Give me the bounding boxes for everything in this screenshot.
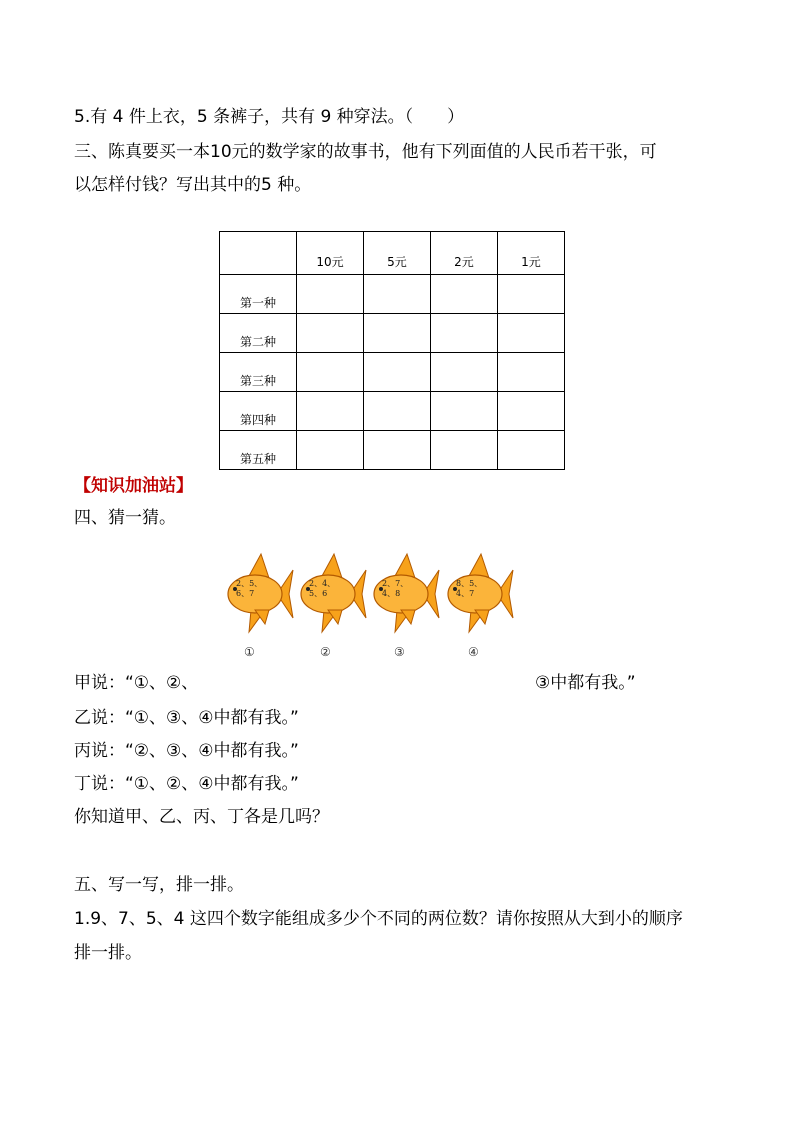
section-4-title: 四、猜一猜。 <box>74 508 176 528</box>
blank-cell[interactable] <box>364 353 431 392</box>
statement-jia-start: 甲说：“①、②、 <box>74 673 199 693</box>
statement-ding: 丁说：“①、②、④中都有我。” <box>74 774 299 794</box>
section-3-line-2: 以怎样付钱？写出其中的5 种。 <box>74 175 312 195</box>
row-label: 第一种 <box>220 275 297 314</box>
row-label: 第二种 <box>220 314 297 353</box>
fish-label: ① <box>244 645 255 659</box>
statement-yi: 乙说：“①、③、④中都有我。” <box>74 708 299 728</box>
statement-bing: 丙说：“②、③、④中都有我。” <box>74 741 299 761</box>
knowledge-station-tag: 【知识加油站】 <box>74 476 193 496</box>
table-row <box>220 353 565 392</box>
fish-numbers: 2、7、 4、8 <box>382 579 409 598</box>
fish-2 <box>298 552 368 636</box>
table-header-cell <box>220 232 297 275</box>
fish-label: ④ <box>468 645 479 659</box>
blank-cell[interactable] <box>297 392 364 431</box>
blank-cell[interactable] <box>498 431 565 470</box>
blank-cell[interactable] <box>431 314 498 353</box>
section-5-title: 五、写一写，排一排。 <box>74 875 244 895</box>
blank-cell[interactable] <box>431 353 498 392</box>
blank-cell[interactable] <box>498 275 565 314</box>
fish-1 <box>225 552 295 636</box>
row-label: 第四种 <box>220 392 297 431</box>
table-header-cell: 10元 <box>297 232 364 275</box>
table-row <box>220 314 565 353</box>
row-label: 第三种 <box>220 353 297 392</box>
fish-numbers: 2、4、 5、6 <box>309 579 336 598</box>
table-row <box>220 392 565 431</box>
question-5: 5.有 4 件上衣，5 条裤子，共有 9 种穿法。（ ） <box>74 107 465 127</box>
statement-jia-end: ③中都有我。” <box>535 673 636 693</box>
table-header-cell: 2元 <box>431 232 498 275</box>
blank-cell[interactable] <box>364 314 431 353</box>
blank-cell[interactable] <box>364 431 431 470</box>
fish-3 <box>371 552 441 636</box>
fish-numbers: 8、5、 4、7 <box>456 579 483 598</box>
table-header-cell: 5元 <box>364 232 431 275</box>
blank-cell[interactable] <box>431 275 498 314</box>
table-row <box>220 275 565 314</box>
table-row <box>220 431 565 470</box>
blank-cell[interactable] <box>498 353 565 392</box>
fish-label: ② <box>320 645 331 659</box>
fish-numbers: 2、5、 6、7 <box>236 579 263 598</box>
section-3-line-1: 三、陈真要买一本10元的数学家的故事书，他有下列面值的人民币若干张，可 <box>74 142 657 162</box>
section-5-q1-line-2: 排一排。 <box>74 943 142 963</box>
table-header-row <box>220 232 565 275</box>
blank-cell[interactable] <box>297 314 364 353</box>
blank-cell[interactable] <box>297 275 364 314</box>
payment-table <box>219 231 565 470</box>
row-label: 第五种 <box>220 431 297 470</box>
section-5-q1-line-1: 1.9、7、5、4 这四个数字能组成多少个不同的两位数？请你按照从大到小的顺序 <box>74 909 683 929</box>
blank-cell[interactable] <box>431 431 498 470</box>
blank-cell[interactable] <box>297 431 364 470</box>
blank-cell[interactable] <box>364 392 431 431</box>
blank-cell[interactable] <box>297 353 364 392</box>
table-header-cell: 1元 <box>498 232 565 275</box>
blank-cell[interactable] <box>498 314 565 353</box>
fish-label: ③ <box>394 645 405 659</box>
section-4-question: 你知道甲、乙、丙、丁各是几吗？ <box>74 807 329 827</box>
fish-4 <box>445 552 515 636</box>
blank-cell[interactable] <box>498 392 565 431</box>
fish-row <box>225 552 525 636</box>
blank-cell[interactable] <box>364 275 431 314</box>
blank-cell[interactable] <box>431 392 498 431</box>
